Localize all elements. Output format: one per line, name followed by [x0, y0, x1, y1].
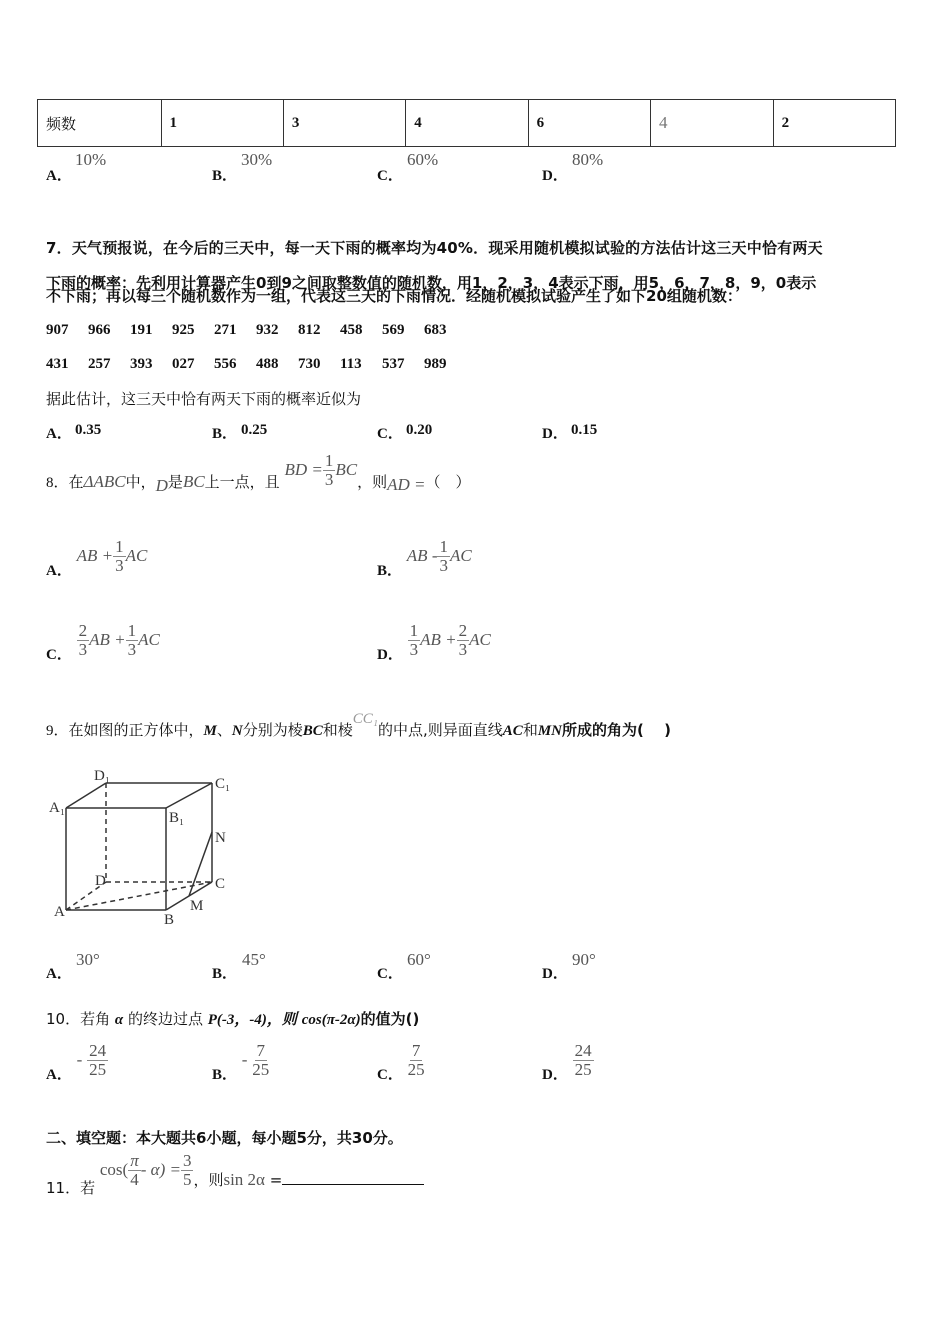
- denominator: 3: [127, 640, 137, 659]
- numerator: 3: [182, 1151, 192, 1170]
- question-9: [46, 711, 671, 740]
- math: P(-3，-4)，则: [207, 1012, 297, 1028]
- option-label: C．: [46, 647, 72, 663]
- denominator: 3: [409, 640, 419, 659]
- question-number: 9．: [46, 723, 69, 739]
- option-label: C．: [377, 1067, 403, 1083]
- math: AB -: [406, 546, 438, 565]
- option-label: D．: [542, 1067, 568, 1083]
- option-label: A．: [46, 1067, 72, 1083]
- random-number: 907: [46, 322, 69, 338]
- table-cell: 1: [161, 100, 283, 147]
- numerator: 2: [458, 621, 468, 640]
- option-value: 0.25: [241, 422, 268, 438]
- fraction: [323, 452, 336, 489]
- option-value: 60°: [407, 950, 431, 969]
- math: sin 2α: [223, 1170, 265, 1189]
- text: 的中点,则异面直线: [378, 721, 503, 739]
- math: AC: [469, 630, 491, 649]
- numerator: 24: [89, 1041, 107, 1060]
- fraction: [77, 622, 90, 659]
- option-label: A．: [46, 966, 72, 982]
- math: BC: [182, 472, 205, 491]
- text: 的终边过点: [127, 1010, 203, 1028]
- random-number: 458: [340, 322, 363, 338]
- numerator: 7: [411, 1041, 421, 1060]
- option-label: B．: [212, 426, 238, 442]
- q10-option-d: [542, 1041, 594, 1083]
- option-label: D．: [377, 647, 403, 663]
- table-cell: 4: [651, 100, 774, 147]
- random-number: 683: [424, 322, 447, 338]
- vertex-label: A₁: [49, 800, 66, 816]
- numerator: 1: [324, 451, 334, 470]
- numerator: π: [130, 1151, 139, 1170]
- option-label: D．: [542, 168, 568, 184]
- text: 的值为(): [360, 1010, 420, 1028]
- vertex-label: M: [190, 898, 204, 914]
- numerator: 1: [439, 537, 448, 556]
- table-cell: 2: [773, 100, 895, 147]
- question-10: [46, 1008, 419, 1029]
- math: BC: [302, 723, 323, 739]
- option-value: 90°: [572, 950, 596, 969]
- option-value: 30°: [76, 950, 100, 969]
- table-cell: 3: [283, 100, 405, 147]
- option-label: A．: [46, 168, 72, 184]
- denominator: 3: [439, 556, 448, 575]
- random-number: 925: [172, 322, 195, 338]
- math: α: [114, 1012, 124, 1028]
- vertex-label: D: [95, 873, 106, 889]
- text: 是: [167, 473, 183, 491]
- fraction: [181, 1152, 194, 1189]
- text: 所成的角为( ): [562, 721, 671, 739]
- numerator: 2: [78, 621, 88, 640]
- text: 分别为棱: [242, 721, 303, 739]
- math: CC₁: [352, 711, 379, 727]
- vertex-label: C: [215, 876, 226, 892]
- math: cos(π-2α): [301, 1012, 361, 1028]
- random-number: 271: [214, 322, 237, 338]
- question-text: 不下雨；再以每三个随机数作为一组，代表这三天的下雨情况．经随机模拟试验产生了如下20组随机数：: [46, 287, 742, 305]
- vertex-label: B₁: [169, 810, 185, 826]
- fraction: [128, 1152, 141, 1189]
- cube-figure: [40, 760, 240, 930]
- vertex-label: B: [164, 912, 175, 928]
- text: =: [269, 1171, 283, 1189]
- option-label: B．: [212, 1067, 238, 1083]
- table-cell: 频数: [38, 100, 162, 147]
- math: - α) =: [140, 1160, 181, 1179]
- option-label: B．: [377, 563, 403, 579]
- text: ，则: [193, 1171, 224, 1189]
- random-number: 027: [172, 356, 195, 372]
- numerator: 24: [574, 1041, 592, 1060]
- random-number: 932: [256, 322, 279, 338]
- math: AD =: [387, 475, 426, 494]
- denominator: 25: [407, 1060, 425, 1079]
- text: 在: [68, 473, 84, 491]
- numerator: 1: [127, 621, 137, 640]
- random-number: 113: [340, 356, 362, 372]
- q8-option-d: [377, 621, 491, 663]
- denominator: 4: [130, 1170, 139, 1189]
- random-numbers-row-2: [46, 354, 466, 373]
- option-value: 0.20: [406, 422, 433, 438]
- frequency-table: [37, 99, 896, 147]
- math: AC: [138, 630, 160, 649]
- option-value: 80%: [572, 150, 604, 169]
- text: 中，: [125, 473, 156, 491]
- random-number: 257: [88, 356, 111, 372]
- option-value: 45°: [242, 950, 266, 969]
- question-text: 7．天气预报说，在今后的三天中，每一天下雨的概率均为40%．现采用随机模拟试验的方法估计这三天中恰有两天: [46, 239, 823, 257]
- table-cell: 6: [528, 100, 650, 147]
- math: BD =: [284, 460, 323, 479]
- option-value: 30%: [241, 150, 273, 169]
- text: 和: [522, 721, 538, 739]
- random-number: 730: [298, 356, 321, 372]
- option-label: D．: [542, 966, 568, 982]
- table-cell: 4: [406, 100, 528, 147]
- q8-option-a: [46, 537, 148, 579]
- random-number: 393: [130, 356, 153, 372]
- math: cos(: [99, 1160, 129, 1179]
- option-label: C．: [377, 168, 403, 184]
- denominator: 5: [182, 1170, 192, 1189]
- option-value: 10%: [75, 150, 107, 169]
- vertex-label: A: [54, 904, 65, 920]
- option-value: 0.15: [571, 422, 598, 438]
- math: ΔABC: [83, 472, 126, 491]
- denominator: 25: [574, 1060, 592, 1079]
- text: 、: [216, 721, 232, 739]
- section-heading: 二、填空题：本大题共6小题，每小题5分，共30分。: [46, 1129, 403, 1147]
- q10-option-a: [46, 1041, 108, 1083]
- random-number: 537: [382, 356, 405, 372]
- q8-option-b: [377, 537, 472, 579]
- math: D: [155, 476, 168, 495]
- text: 10．若角: [46, 1010, 111, 1028]
- random-number: 966: [88, 322, 111, 338]
- fraction: [87, 1042, 108, 1079]
- fraction: [437, 538, 450, 575]
- sign: -: [241, 1050, 248, 1069]
- question-text: 据此估计，这三天中恰有两天下雨的概率近似为: [46, 390, 362, 408]
- vertex-label: D₁: [94, 768, 111, 784]
- random-number: 488: [256, 356, 279, 372]
- option-label: A．: [46, 426, 72, 442]
- text: 11．若: [46, 1179, 96, 1197]
- option-label: C．: [377, 426, 403, 442]
- fraction: [252, 1042, 269, 1079]
- text: 和棱: [322, 721, 353, 739]
- vertex-label: C₁: [215, 776, 231, 792]
- numerator: 1: [409, 621, 419, 640]
- answer-blank[interactable]: [282, 1170, 424, 1185]
- text: 上一点，且: [204, 473, 280, 491]
- random-number: 569: [382, 322, 405, 338]
- math: MN: [537, 723, 562, 739]
- option-label: B．: [212, 168, 238, 184]
- option-value: 0.35: [75, 422, 102, 438]
- math: AC: [125, 546, 148, 565]
- random-number: 191: [130, 322, 153, 338]
- math: N: [231, 723, 243, 739]
- random-number: 431: [46, 356, 69, 372]
- random-number: 989: [424, 356, 447, 372]
- text: （ ）: [425, 473, 471, 491]
- denominator: 3: [458, 640, 468, 659]
- q10-option-b: [212, 1041, 270, 1083]
- fraction: [126, 622, 139, 659]
- text: 在如图的正方体中，: [68, 721, 204, 739]
- math: AB +: [420, 630, 457, 649]
- option-label: C．: [377, 966, 403, 982]
- denominator: 3: [78, 640, 88, 659]
- option-value: 60%: [407, 150, 439, 169]
- question-number: 8．: [46, 475, 69, 491]
- numerator: 7: [256, 1041, 265, 1060]
- math: AC: [449, 546, 472, 565]
- question-8: [46, 451, 471, 501]
- denominator: 25: [252, 1060, 270, 1079]
- random-numbers-row-1: [46, 320, 466, 339]
- math: BC: [335, 460, 358, 479]
- question-11: [46, 1151, 424, 1197]
- option-label: A．: [46, 563, 72, 579]
- denominator: 3: [115, 556, 124, 575]
- question-text: 下雨的概率：先利用计算器产生0到9之间取整数值的随机数，用1，2，3，4表示下雨，用5，6，7，8，9，0表示: [46, 274, 817, 292]
- fraction: [457, 622, 470, 659]
- option-label: D．: [542, 426, 568, 442]
- numerator: 1: [115, 537, 124, 556]
- option-label: B．: [212, 966, 238, 982]
- q10-option-c: [377, 1041, 425, 1083]
- fraction: [573, 1042, 594, 1079]
- math: AC: [502, 723, 523, 739]
- math: M: [203, 723, 217, 739]
- text: ，则: [357, 473, 388, 491]
- fraction: [408, 1042, 425, 1079]
- random-number: 812: [298, 322, 321, 338]
- denominator: 25: [89, 1060, 107, 1079]
- fraction: [408, 622, 421, 659]
- q8-option-c: [46, 621, 160, 663]
- fraction: [113, 538, 126, 575]
- vertex-label: N: [215, 830, 226, 846]
- sign: -: [76, 1050, 83, 1069]
- random-number: 556: [214, 356, 237, 372]
- math: AB +: [76, 546, 114, 565]
- denominator: 3: [324, 470, 334, 489]
- math: AB +: [89, 630, 126, 649]
